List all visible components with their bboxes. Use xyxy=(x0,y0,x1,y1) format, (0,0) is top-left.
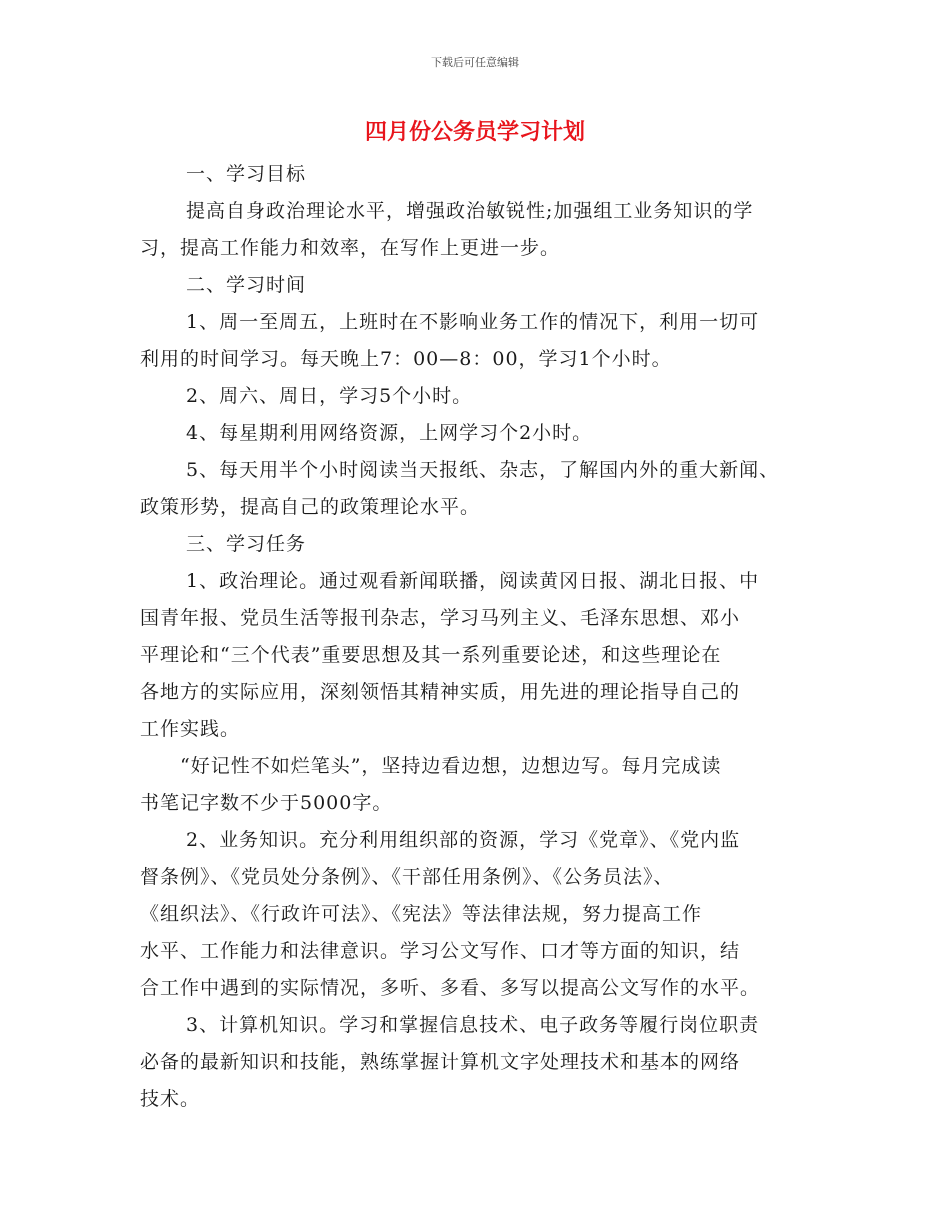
paragraph-line: 平理论和“三个代表”重要思想及其一系列重要论述，和这些理论在 xyxy=(140,644,722,666)
document-body xyxy=(140,156,820,1118)
paragraph-line: 督条例》、《党员处分条例》、《干部任用条例》、《公务员法》、 xyxy=(140,866,674,888)
paragraph-line: 各地方的实际应用，深刻领悟其精神实质，用先进的理论指导自己的 xyxy=(140,681,741,703)
paragraph-line: 工作实践。 xyxy=(140,718,241,740)
section-heading-time: 二、学习时间 xyxy=(186,274,307,296)
paragraph-line: 4、每星期利用网络资源，上网学习个2小时。 xyxy=(186,422,593,444)
paragraph-line: 3、计算机知识。学习和掌握信息技术、电子政务等履行岗位职责 xyxy=(186,1014,760,1036)
paragraph-line: 2、业务知识。充分利用组织部的资源，学习《党章》、《党内监 xyxy=(186,829,741,851)
paragraph-line: 利用的时间学习。每天晚上7：00—8：00，学习1个小时。 xyxy=(140,348,672,370)
paragraph-line: 书笔记字数不少于5000字。 xyxy=(140,792,393,814)
paragraph-line: 水平、工作能力和法律意识。学习公文写作、口才等方面的知识，结 xyxy=(140,940,741,962)
section-heading-tasks: 三、学习任务 xyxy=(186,533,307,555)
header-note: 下载后可任意编辑 xyxy=(431,56,519,69)
paragraph-line: 《组织法》、《行政许可法》、《宪法》等法律法规，努力提高工作 xyxy=(140,903,703,925)
paragraph-line: 2、周六、周日，学习5个小时。 xyxy=(186,385,473,407)
paragraph-line: 技术。 xyxy=(140,1088,201,1110)
paragraph-line: 政策形势，提高自己的政策理论水平。 xyxy=(140,496,481,518)
paragraph-line: 提高自身政治理论水平，增强政治敏锐性;加强组工业务知识的学 xyxy=(186,200,754,222)
paragraph-line: 合工作中遇到的实际情况，多听、多看、多写以提高公文写作的水平。 xyxy=(140,977,761,999)
paragraph-line: 习，提高工作能力和效率，在写作上更进一步。 xyxy=(140,237,561,259)
section-heading-goals: 一、学习目标 xyxy=(186,163,307,185)
paragraph-line: 国青年报、党员生活等报刊杂志，学习马列主义、毛泽东思想、邓小 xyxy=(140,607,741,629)
paragraph-line: 必备的最新知识和技能，熟练掌握计算机文字处理技术和基本的网络 xyxy=(140,1051,741,1073)
paragraph-line: “好记性不如烂笔头”，坚持边看边想，边想边写。每月完成读 xyxy=(180,755,722,777)
document-title: 四月份公务员学习计划 xyxy=(364,120,585,145)
paragraph-line: 5、每天用半个小时阅读当天报纸、杂志，了解国内外的重大新闻、 xyxy=(186,459,780,481)
paragraph-line: 1、政治理论。通过观看新闻联播，阅读黄冈日报、湖北日报、中 xyxy=(186,570,760,592)
paragraph-line: 1、周一至周五，上班时在不影响业务工作的情况下，利用一切可 xyxy=(186,311,760,333)
